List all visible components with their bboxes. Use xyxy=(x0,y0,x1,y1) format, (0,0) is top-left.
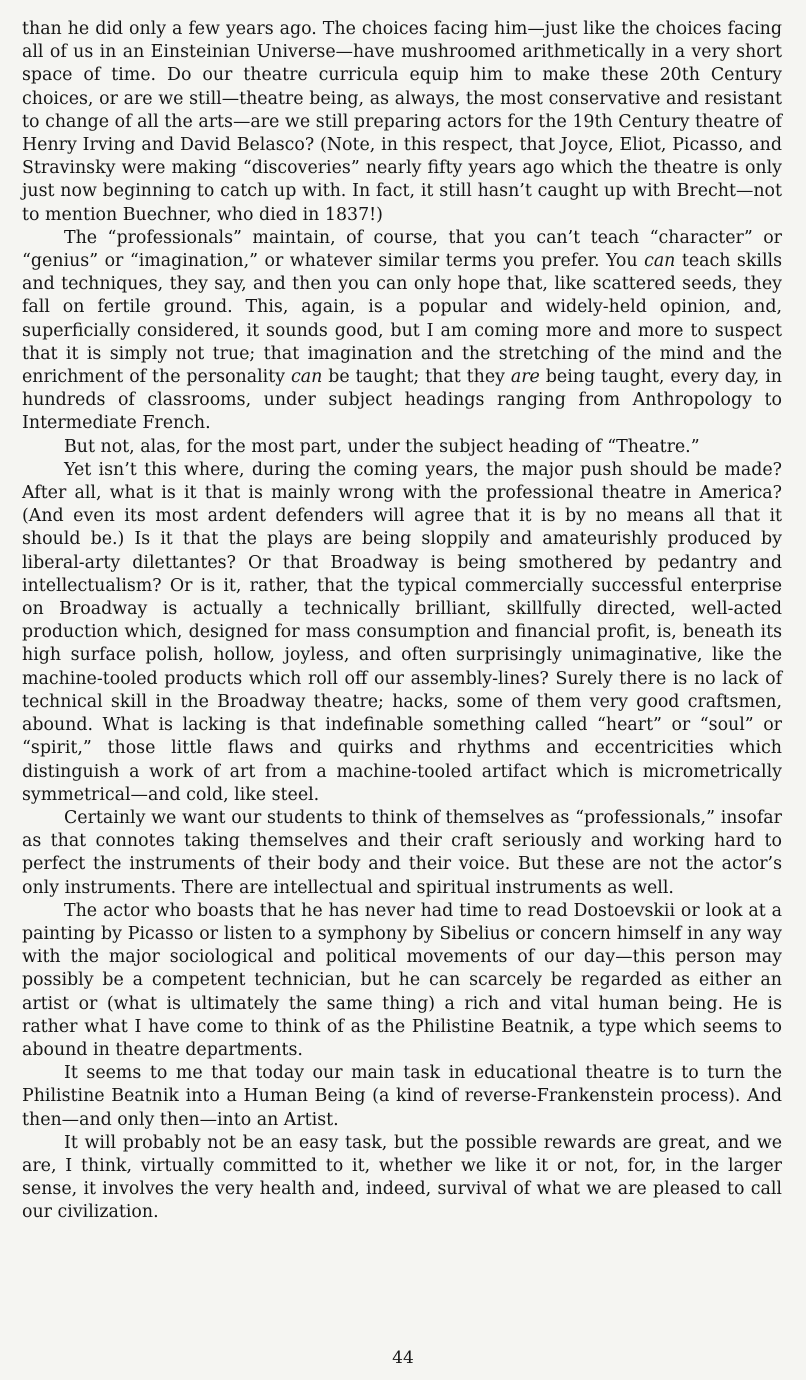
paragraph: But not, alas, for the most part, under the subject heading of “Theatre.” xyxy=(64,436,700,457)
text-run: be taught; that they xyxy=(322,367,511,388)
emphasis: can xyxy=(644,251,676,272)
text-run: The “professionals” maintain, of course, that you can’t teach “character” or “genius” or “imagination,” or whatever similar terms you prefer. You xyxy=(22,227,782,272)
paragraph: It will probably not be an easy task, but the possible rewards are great, and we are, I think, virtually committed to it, whether we like it or not, for, in the larger sense, it involves the very health and, indeed, survival of what we are pleased to call our civilization. xyxy=(22,1132,782,1223)
emphasis: can xyxy=(290,367,323,388)
article-body xyxy=(22,18,782,1225)
paragraph: Certainly we want our students to think of themselves as “professionals,” insofar as that connotes taking themselves and their craft seriously and working hard to perfect the instruments of their body and their voice. But these are not the actor’s only instruments. There are intellectual and spiritual instruments as well. xyxy=(22,807,782,898)
emphasis: are xyxy=(510,367,540,388)
page-number: 44 xyxy=(392,1348,414,1368)
paragraph: than he did only a few years ago. The choices facing him—just like the choices facing all of us in an Einsteinian Universe—have mushroomed arithmetically in a very short space of time. Do our theatre curricula equip him to make these 20th Century choices, or are we still—theatre being, as always, the most conservative and resistant to change of all the arts—are we still preparing actors for the 19th Century theatre of Henry Irving and David Belasco? (Note, in this respect, that Joyce, Eliot, Picasso, and Stravinsky were making “discoveries” nearly fifty years ago which the theatre is only just now beginning to catch up with. In fact, it still hasn’t caught up with Brecht—not to mention Buechner, who died in 1837!) xyxy=(22,19,782,225)
paragraph: Yet isn’t this where, during the coming years, the major push should be made? After all, what is it that is mainly wrong with the professional theatre in America? (And even its most ardent defenders will agree that it is by no means all that it should be.) Is it that the plays are being sloppily and amateurishly produced by liberal-arty dilettantes? Or that Broadway is being smothered by pedantry and intellectualism? Or is it, rather, that the typical commercially successful enterprise on Broadway is actually a technically brilliant, skillfully directed, well-acted production which, designed for mass consumption and financial profit, is, beneath its high surface polish, hollow, joyless, and often surprisingly unimaginative, like the machine-tooled products which roll off our assembly-lines? Surely there is no lack of technical skill in the Broadway theatre; hacks, some of them very good craftsmen, abound. What is lacking is that indefinable something called “heart” or “soul” or “spirit,” those little flaws and quirks and rhythms and eccentricities which distinguish a work of art from a machine-tooled artifact which is micrometrically symmetrical—and cold, like steel. xyxy=(22,459,782,805)
text-run: being taught, every day, in hundreds of classrooms, under subject headings ranging from Anthropology to Intermediate French. xyxy=(22,367,783,434)
text-run: teach skills and techniques, they say, and then you can only hope that, like scattered seeds, they fall on fertile ground. This, again, is a popular and widely-held opinion, and, superficially considered, it sounds good, but I am coming more and more to suspect that it is simply not true; that imagination and the stretching of the mind and the enrichment of the personality xyxy=(22,251,782,388)
paragraph: The actor who boasts that he has never had time to read Dostoevskii or look at a painting by Picasso or listen to a symphony by Sibelius or concern himself in any way with the major sociological and political movements of our day—this person may possibly be a competent technician, but he can scarcely be regarded as either an artist or (what is ultimately the same thing) a rich and vital human being. He is rather what I have come to think of as the Philistine Beatnik, a type which seems to abound in theatre departments. xyxy=(22,900,782,1060)
paragraph xyxy=(22,227,782,436)
paragraph: It seems to me that today our main task in educational theatre is to turn the Philistine Beatnik into a Human Being (a kind of reverse-Frankenstein process). And then—and only then—into an Artist. xyxy=(22,1063,782,1130)
